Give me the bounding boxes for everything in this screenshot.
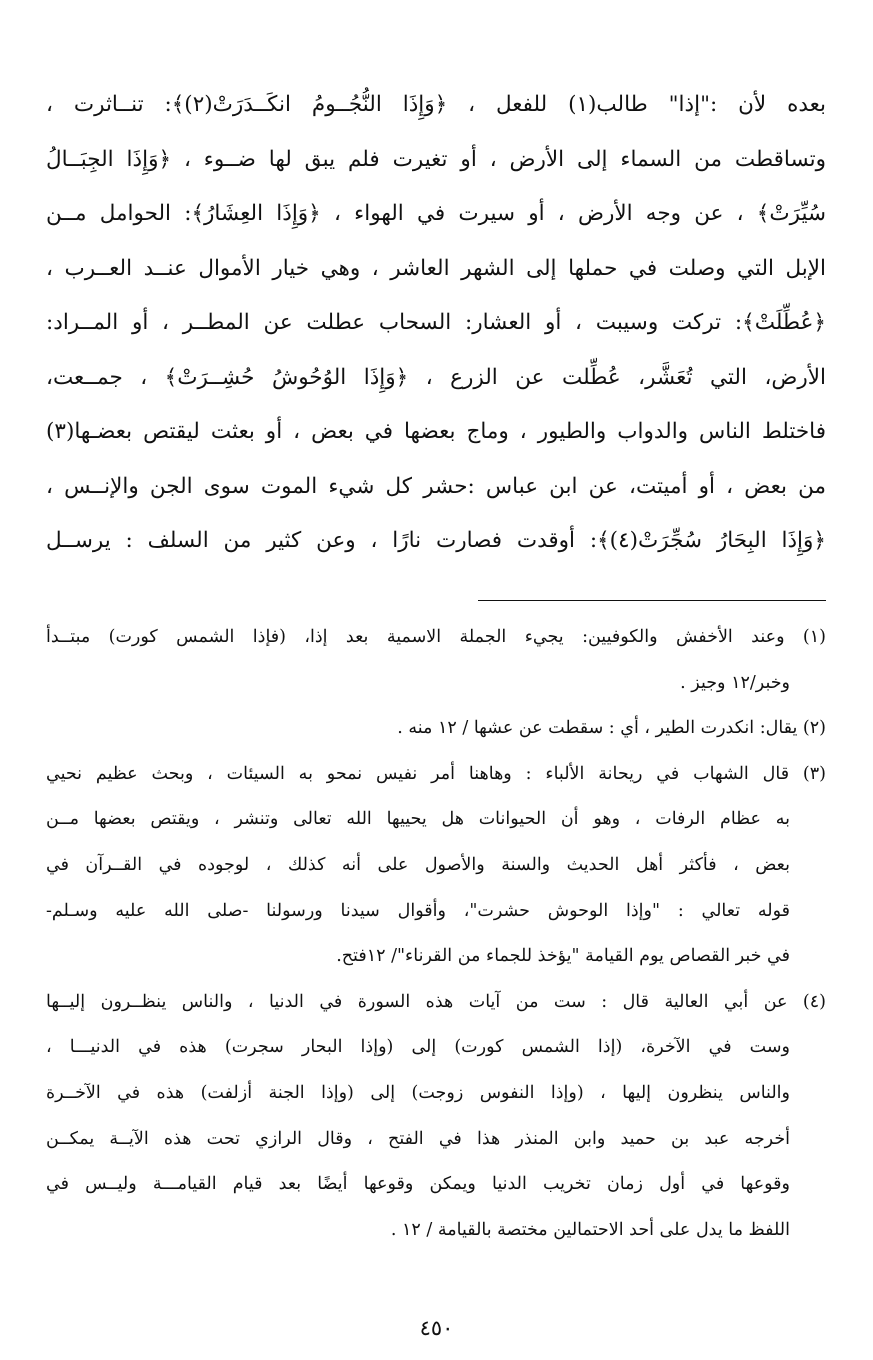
footnote-4-line-3: والناس ينظرون إليها ، (وإذا النفوس زوجت) إلى (وإذا الجنة أزلفت) هذه في الآخــرة	[46, 1082, 790, 1103]
main-line-4: الإبل التي وصلت في حملها إلى الشهر العاشر ، وهي خيار الأموال عنــد العــرب ،	[46, 255, 826, 281]
main-line-6: الأرض، التي تُعَشَّر، عُطِّلت عن الزرع ، ﴿وَإِذَا الوُحُوشُ حُشِــرَتْ﴾ ، جمــعت،	[46, 364, 826, 390]
footnote-4-line-4: أخرجه عبد بن حميد وابن المنذر هذا في الفتح ، وقال الرازي تحت هذه الآيــة يمكــن	[46, 1128, 790, 1149]
footnote-4-line-5: وقوعها في أول زمان تخريب الدنيا ويمكن وقوعها أيضًا بعد قيام القيامـــة وليــس في	[46, 1174, 790, 1195]
footnotes	[46, 615, 826, 1253]
footnote-3-line-5: في خبر القصاص يوم القيامة "يؤخذ للجماء من القرناء"/ ١٢فتح.	[336, 946, 790, 967]
footnote-3-line-4: قوله تعالي : "وإذا الوحوش حشرت"، وأقوال سيدنا ورسولنا -صلى الله عليه وسـلم-	[46, 900, 790, 921]
main-line-5: ﴿عُطِّلَتْ﴾: تركت وسيبت ، أو العشار: السحاب عطلت عن المطــر ، أو المــراد:	[46, 310, 826, 335]
footnote-4-line-6: اللفظ ما يدل على أحد الاحتمالين مختصة بالقيامة / ١٢ .	[390, 1219, 790, 1240]
footnote-1-line-2: وخبر/١٢ وجيز .	[680, 672, 790, 693]
footnote-1-line-1: (١) وعند الأخفش والكوفيين: يجيء الجملة الاسمية بعد إذا، (فإذا الشمس كورت) مبتــدأ	[46, 627, 826, 647]
footnote-4-line-1: (٤) عن أبي العالية قال : ست من آيات هذه السورة في الدنيا ، والناس ينظــرون إليــها	[46, 991, 826, 1012]
footnote-separator	[478, 600, 826, 601]
footnote-3-line-1: (٣) قال الشهاب في ريحانة الألباء : وهاهنا أمر نفيس نمحو به السيئات ، وبحث عظيم نحيي	[46, 763, 826, 784]
footnote-1	[46, 615, 826, 706]
main-line-2: وتساقطت من السماء إلى الأرض ، أو تغيرت فلم يبق لها ضــوء ، ﴿وَإِذَا الجِبَــالُ	[46, 146, 826, 172]
footnote-3	[46, 752, 826, 980]
main-line-1: بعده لأن :"إذا" طالب(١) للفعل ، ﴿وَإِذَا النُّجُــومُ انكَــدَرَتْ(٢)﴾: تنــاثرت ،	[46, 92, 826, 117]
main-text	[46, 78, 826, 569]
footnote-2-line-1: (٢) يقال: انكدرت الطير ، أي : سقطت عن عشها / ١٢ منه .	[397, 718, 826, 739]
footnote-3-line-2: به عظام الرفات ، وهو أن الحيوانات هل يحييها الله تعالى وتنشر ، ويقتص بعضها مــن	[46, 809, 790, 830]
page-number: ٤٥٠	[419, 1316, 454, 1340]
main-line-8: من بعض ، أو أميتت، عن ابن عباس :حشر كل شيء الموت سوى الجن والإنــس ،	[46, 473, 826, 499]
main-line-9: ﴿وَإِذَا البِحَارُ سُجِّرَتْ(٤)﴾: أوقدت فصارت نارًا ، وعن كثير من السلف : يرســل	[46, 528, 826, 553]
footnote-4	[46, 980, 826, 1254]
footnote-3-line-3: بعض ، فأكثر أهل الحديث والسنة والأصول على أنه كذلك ، لوجوده في القــرآن في	[46, 854, 790, 875]
main-line-7: فاختلط الناس والدواب والطيور ، وماج بعضها في بعض ، أو بعثت ليقتص بعضـها(٣)	[46, 419, 826, 444]
main-line-3: سُيِّرَتْ﴾ ، عن وجه الأرض ، أو سيرت في الهواء ، ﴿وَإِذَا العِشَارُ﴾: الحوامل مــن	[46, 201, 826, 226]
footnote-4-line-2: وست في الآخرة، (إذا الشمس كورت) إلى (وإذا البحار سجرت) هذه في الدنيـــا ،	[46, 1037, 790, 1058]
footnote-2	[46, 706, 826, 752]
